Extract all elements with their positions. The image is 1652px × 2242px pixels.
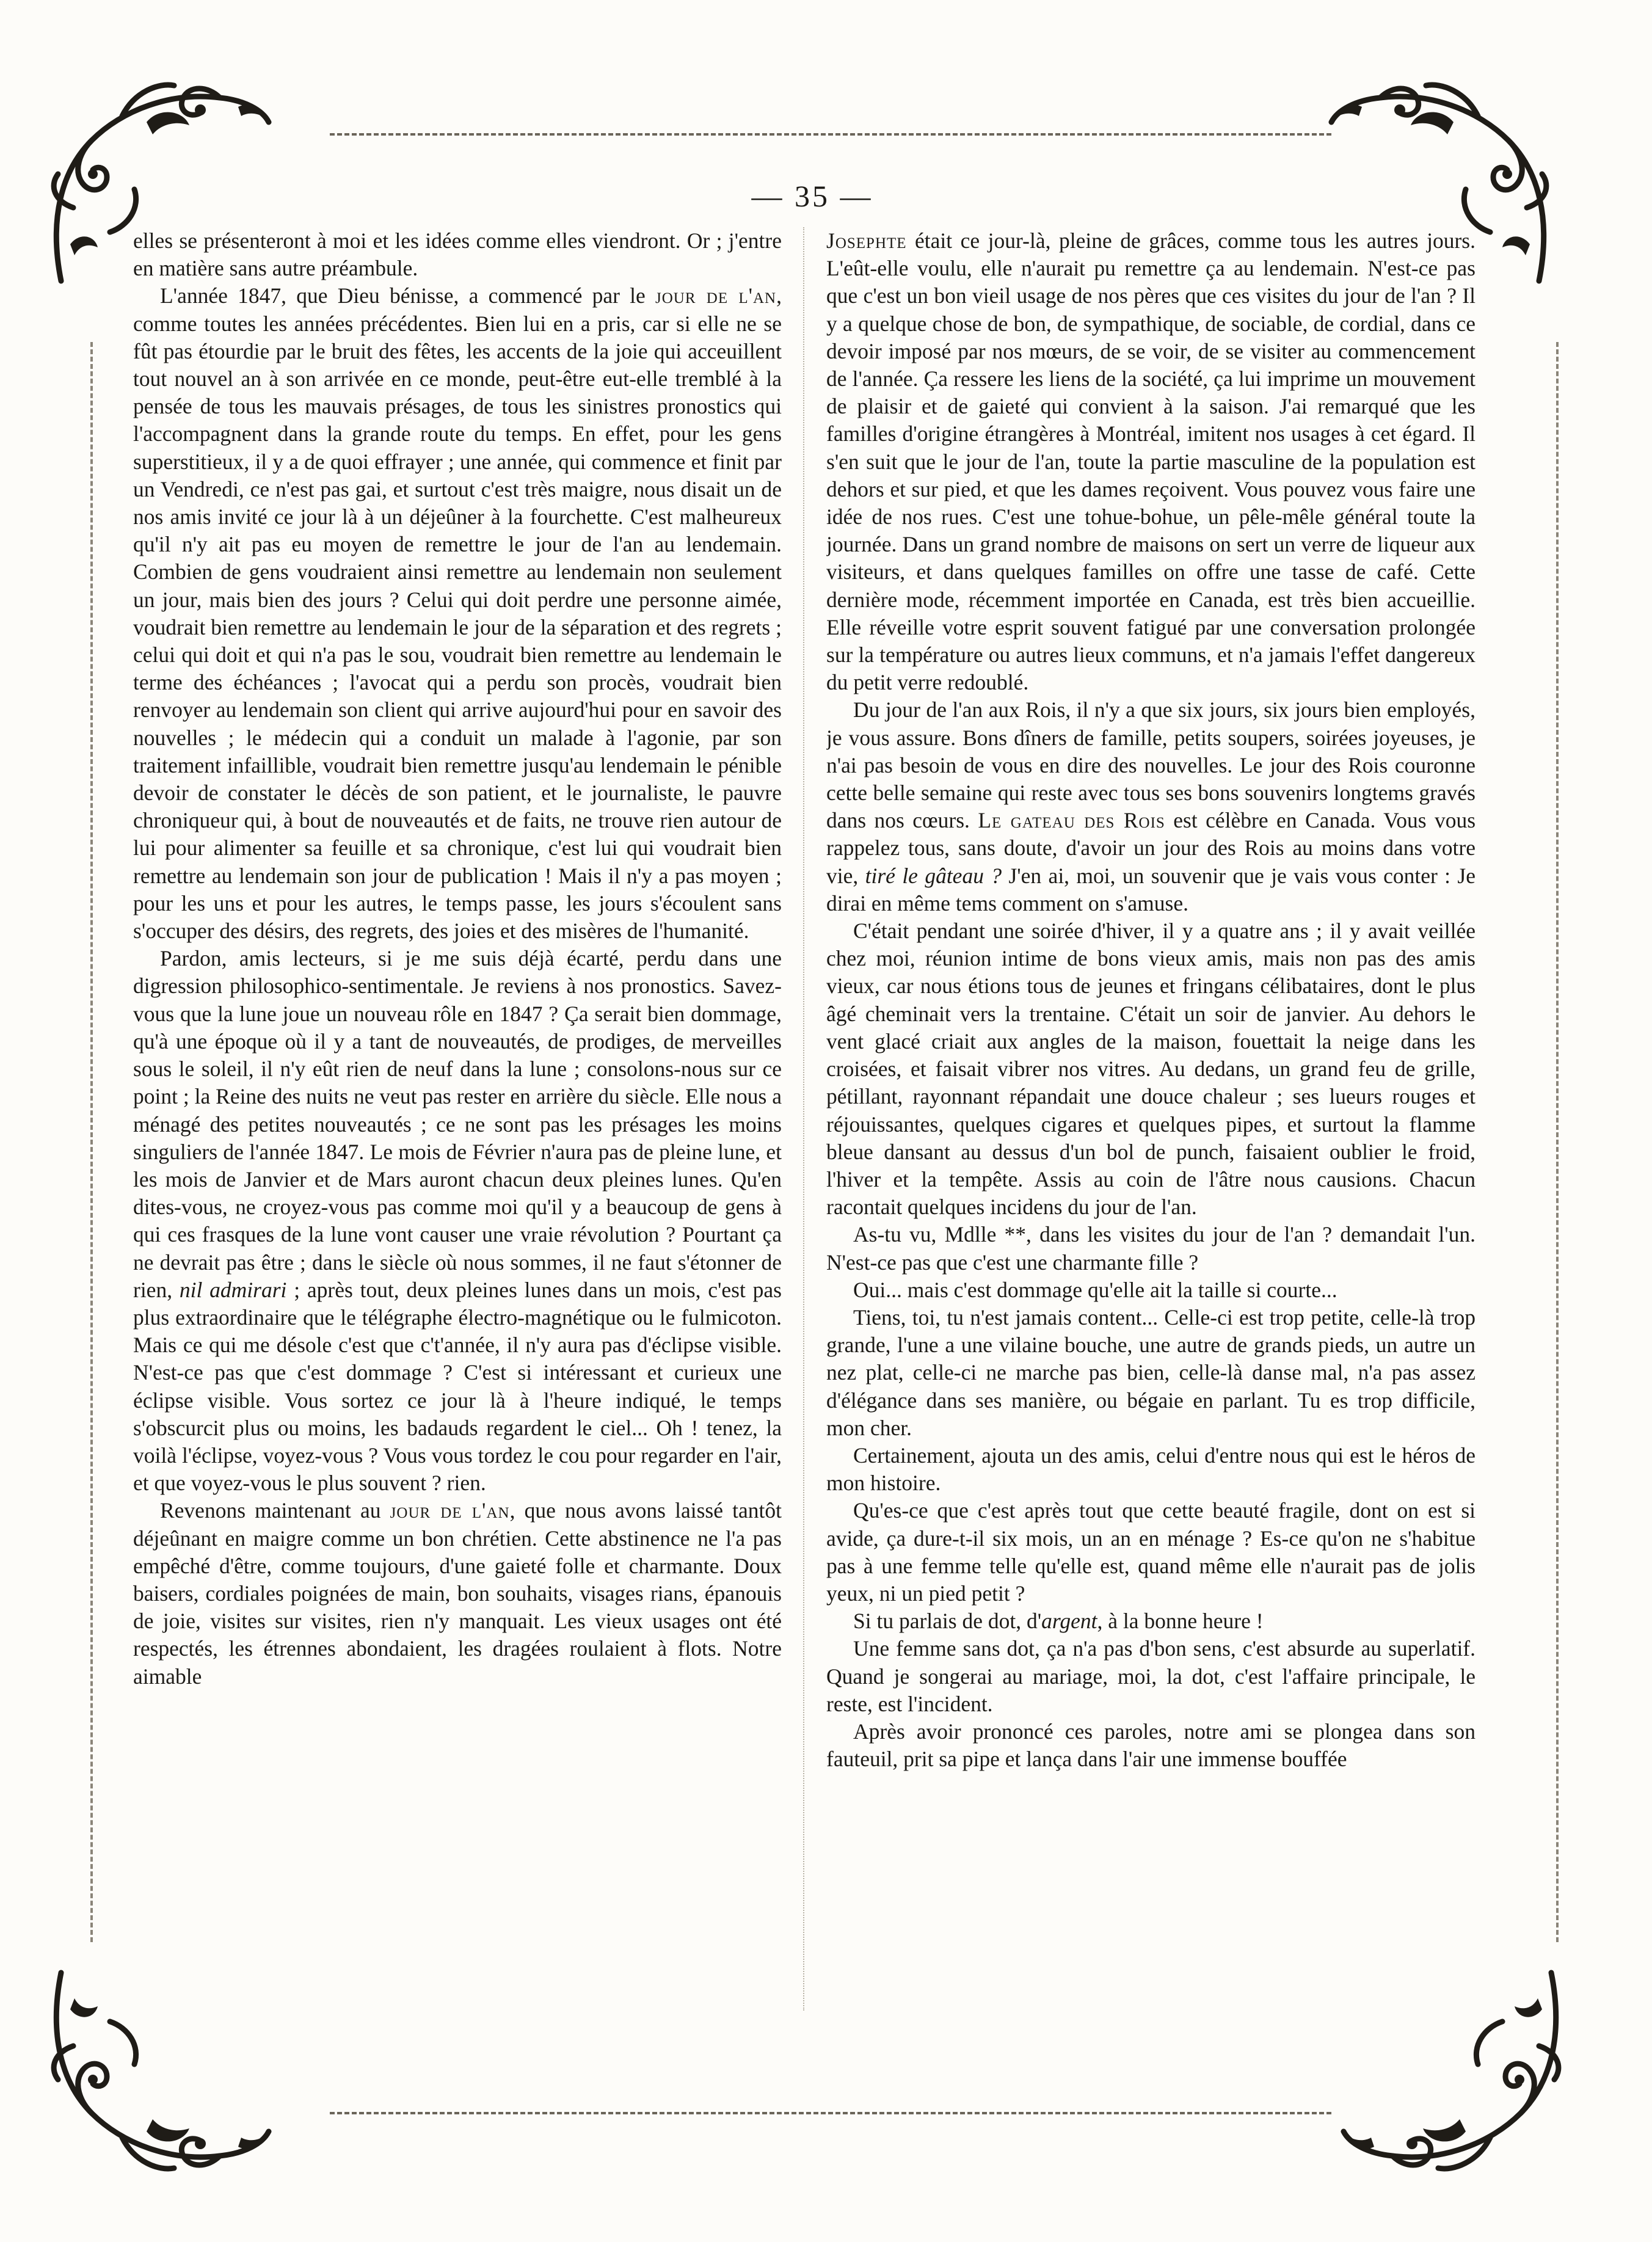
- paragraph-text: Après avoir prononcé ces paroles, notre ami se plongea dans son fauteuil, prit sa pipe et lança dans l'air une immense bouffée: [826, 1719, 1476, 1772]
- paragraph-text: L'année 1847, que Dieu bénisse, a commencé par le: [160, 283, 656, 308]
- frame-top-rule: [330, 133, 1331, 136]
- small-caps-text: Josephte: [826, 228, 907, 253]
- paragraph: [826, 1607, 1476, 1635]
- paragraph-text: était ce jour-là, pleine de grâces, comme tous les autres jours. L'eût-elle voulu, elle n'aurait pu remettre ça au lendemain. N'est-ce pas que c'est un bon vieil usage de nos pères que ces visites du jour de l'an ? Il y a quelque chose de bon, de sympathique, de sociable, de cordial, dans ce devoir imposé par nos mœurs, de se voir, de se visiter au commencement de l'année. Ça ressere les liens de la société, ça lui imprime un mouvement de plaisir et de gaieté qui convient à la saison. J'ai remarqué que les familles d'origine étrangères à Montréal, imitent nos usages à cet égard. Il s'en suit que le jour de l'an, toute la partie masculine de la population est dehors et sur pied, et que les dames reçoivent. Vous pouvez vous faire une idée de nos rues. C'est une tohue-bohue, un pêle-mêle général toute la journée. Dans un grand nombre de maisons on sert un verre de liqueur aux visiteurs, et dans quelques familles on offre une tasse de café. Cette dernière mode, récemment importée en Canada, est très bien accueillie. Elle réveille votre esprit souvent fatigué par une conversation prolongée sur la température ou autres lieux communs, et n'a jamais l'effet dangereux du petit verre redoublé.: [826, 228, 1476, 695]
- paragraph: [826, 1718, 1476, 1773]
- paragraph: [133, 282, 782, 945]
- paragraph-text: , que nous avons laissé tantôt déjeûnant en maigre comme un bon chrétien. Cette abstinence ne l'a pas empêché d'être, comme toujours, d'une gaieté folle et charmante. Doux baisers, cordiales poignées de main, bon souhaits, visages rians, épanouis de joie, visites sur visites, rien n'y manquait. Les vieux usages ont été respectés, les étrennes abondaient, les dragées roulaient à flots. Notre aimable: [133, 1498, 782, 1689]
- paragraph-text: C'était pendant une soirée d'hiver, il y a quatre ans ; il y avait veillée chez moi, réunion intime de bons vieux amis, mais non pas des amis vieux, car nous étions tous de jeunes et fringans célibataires, dont le plus âgé cheminait vers la trentaine. C'était un soir de janvier. Au dehors le vent glacé criait aux angles de la maison, fouettait la neige dans les croisées, et faisait vibrer nos vitres. Au dedans, un grand feu de grille, pétillant, rayonnant répandait une douce chaleur ; ses lueurs rouges et réjouissantes, quelques cigares et quelques pipes, et surtout la flamme bleue dansant au dessus d'un bol de punch, faisaient oublier le froid, l'hiver et la tempête. Assis au coin de l'âtre nous causions. Chacun racontait quelques incidens du jour de l'an.: [826, 919, 1476, 1220]
- paragraph-text: est célèbre en Canada. Vous vous rappelez tous, sans doute, d'avoir un jour des Rois au moins dans votre vie,: [826, 808, 1476, 888]
- small-caps-text: jour de l'an: [390, 1498, 510, 1523]
- paragraph: [826, 227, 1476, 696]
- paragraph: [826, 1497, 1476, 1607]
- paragraph-text: , comme toutes les années précédentes. Bien lui en a pris, car si elle ne se fût pas étourdie par le bruit des fêtes, les accents de la joie qui acceuillent tout nouvel an à son arrivée en ce monde, peut-être eut-elle tremblé à la pensée de tous les mauvais présages, de tous les sinistres pronostics qui l'accompagnent dans la grande route du temps. En effet, pour les gens superstitieux, il y a de quoi effrayer ; une année, qui commence et finit par un Vendredi, ce n'est pas gai, et surtout c'est très maigre, nous disait un de nos amis invité ce jour là à un déjeûner à la fourchette. C'est malheureux qu'il n'y ait pas eu moyen de remettre le jour de l'an au lendemain. Combien de gens voudraient ainsi remettre au lendemain non seulement un jour, mais bien des jours ? Celui qui doit perdre une personne aimée, voudrait bien remettre au lendemain le jour de la séparation et des regrets ; celui qui doit et qui n'a pas le sou, voudrait bien remettre au lendemain le terme des échéances ; l'avocat qui a perdu son procès, voudrait bien renvoyer au lendemain son client qui arrive aujourd'hui pour en savoir des nouvelles ; le médecin qui a conduit un malade à l'agonie, par son traitement infaillible, voudrait bien remettre jusqu'au lendemain le pénible devoir de constater le décès de son patient, et le journaliste, le pauvre chroniqueur qui, à bout de nouveautés et de faits, ne trouve rien autour de lui pour alimenter sa feuille et sa chronique, c'est lui qui voudrait bien remettre au lendemain son jour de publication ! Mais il n'y a pas moyen ; pour les uns et pour les autres, le temps passe, les jours s'écoulent sans s'occuper des désirs, des regrets, des joies et des misères de l'humanité.: [133, 283, 782, 944]
- paragraph-text: Si tu parlais de dot, d': [853, 1609, 1042, 1634]
- paragraph-text: Oui... mais c'est dommage qu'elle ait la taille si courte...: [853, 1277, 1337, 1302]
- frame-bottom-rule: [330, 2112, 1331, 2114]
- small-caps-text: Le gateau des Rois: [978, 808, 1165, 833]
- right-column: [826, 227, 1476, 2023]
- paragraph-text: Pardon, amis lecteurs, si je me suis déjà écarté, perdu dans une digression philosophico-sentimentale. Je reviens à nos pronostics. Savez-vous que la lune joue un nouveau rôle en 1847 ? Ça serait bien dommage, qu'à une époque où il y a tant de nouveautés, de prodiges, de merveilles sous le soleil, il n'y eût rien de neuf dans la lune ; consolons-nous sur ce point ; la Reine des nuits ne veut pas rester en arrière du siècle. Elle nous a ménagé des petites nouveautés ; ce ne sont pas les présages les moins singuliers de l'année 1847. Le mois de Février n'aura pas de pleine lune, et les mois de Janvier et de Mars auront chacun deux pleines lunes. Qu'en dites-vous, ne croyez-vous pas comme moi qu'il y a beaucoup de gens à qui ces frasques de la lune vont causer une vraie révolution ? Pourtant ça ne devrait pas être ; dans le siècle où nous sommes, il ne faut s'étonner de rien,: [133, 946, 782, 1302]
- italic-text: tiré le gâteau ?: [865, 863, 1002, 888]
- paragraph: [826, 696, 1476, 917]
- paragraph: [826, 1635, 1476, 1718]
- left-column: [133, 227, 782, 2023]
- paragraph: [826, 1304, 1476, 1442]
- paragraph: [133, 1497, 782, 1690]
- column-divider: [803, 227, 804, 2011]
- paragraph-text: J'en ai, moi, un souvenir que je vais vous conter : Je dirai en même tems comment on s'amuse.: [826, 863, 1476, 915]
- paragraph: [826, 1221, 1476, 1276]
- paragraph-text: elles se présenteront à moi et les idées comme elles viendront. Or ; j'entre en matière sans autre préambule.: [133, 228, 782, 281]
- paragraph: [826, 917, 1476, 1221]
- paragraph: [133, 945, 782, 1497]
- small-caps-text: jour de l'an: [655, 283, 777, 308]
- italic-text: nil admirari: [179, 1277, 287, 1302]
- page-number: — 35 —: [751, 179, 873, 213]
- paragraph-text: Du jour de l'an aux Rois, il n'y a que six jours, six jours bien employés, je vous assure. Bons dîners de famille, petits soupers, soirées joyeuses, je n'ai pas besoin de vous en dire des nouvelles. Le jour des Rois couronne cette belle semaine qui reste avec tous ses bons souvenirs longtems gravés dans nos cœurs.: [826, 697, 1476, 833]
- paragraph-text: Tiens, toi, tu n'est jamais content... Celle-ci est trop petite, celle-là trop grande, l'une a une vilaine bouche, une autre de grands pieds, un autre un nez plat, celle-ci ne marche pas bien, celle-là danse mal, n'a pas assez d'élégance dans ses manière, ou bégaie en parlant. Tu es trop difficile, mon cher.: [826, 1305, 1476, 1440]
- paragraph-text: , à la bonne heure !: [1097, 1609, 1264, 1634]
- italic-text: argent: [1041, 1609, 1097, 1634]
- paragraph-text: As-tu vu, Mdlle **, dans les visites du jour de l'an ? demandait l'un. N'est-ce pas que c'est une charmante fille ?: [826, 1222, 1476, 1275]
- frame-left-rule: [90, 342, 93, 1942]
- paragraph: [826, 1442, 1476, 1497]
- paragraph-text: Revenons maintenant au: [160, 1498, 390, 1523]
- paragraph: [826, 1276, 1476, 1304]
- paragraph-text: Qu'es-ce que c'est après tout que cette beauté fragile, dont on est si avide, ça dure-t-il six mois, un an en ménage ? Es-ce qu'on ne s'habitue pas à une femme telle qu'elle est, quand même elle n'aurait pas de jolis yeux, ni un pied petit ?: [826, 1498, 1476, 1606]
- frame-right-rule: [1556, 342, 1559, 1942]
- paragraph-text: Une femme sans dot, ça n'a pas d'bon sens, c'est absurde au superlatif. Quand je songerai au mariage, moi, la dot, c'est l'affaire principale, le reste, est l'incident.: [826, 1636, 1476, 1716]
- paragraph-text: Certainement, ajouta un des amis, celui d'entre nous qui est le héros de mon histoire.: [826, 1443, 1476, 1496]
- paragraph-text: ; après tout, deux pleines lunes dans un mois, c'est pas plus extraordinaire que le télégraphe électro-magnétique ou le fulmicoton. Mais ce qui me désole c'est que c't'année, il n'y aura pas d'éclipse visible. N'est-ce pas que c'est dommage ? C'est si intéressant et curieux une éclipse visible. Vous sortez ce jour là à l'heure indiqué, le temps s'obscurcit plus ou moins, les badauds regardent le ciel... Oh ! tenez, la voilà l'éclipse, voyez-vous ? Vous vous tordez le cou pour regarder en l'air, et que voyez-vous le plus souvent ? rien.: [133, 1277, 782, 1496]
- paragraph: [133, 227, 782, 282]
